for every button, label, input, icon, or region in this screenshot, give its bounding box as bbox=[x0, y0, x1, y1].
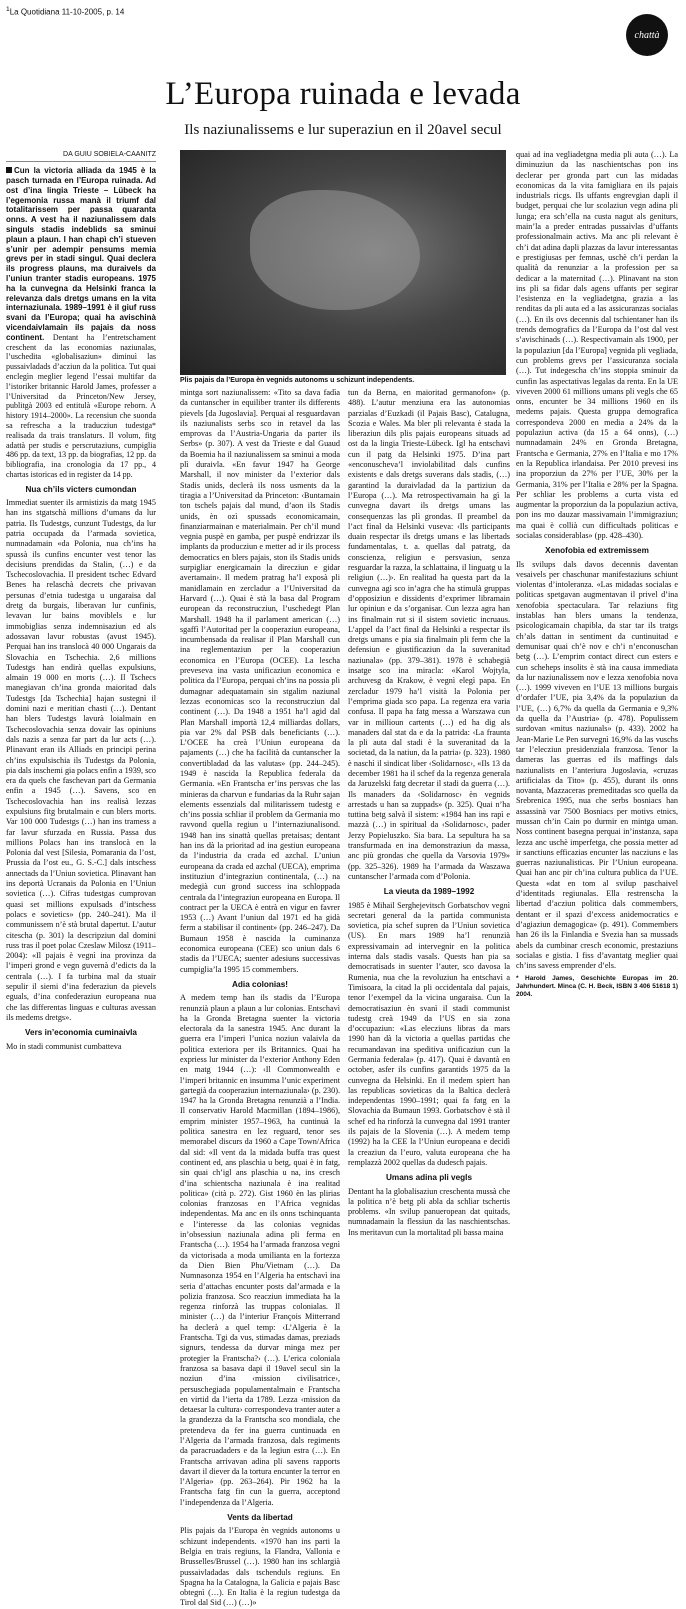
section-heading: Xenofobia ed extremissem bbox=[545, 546, 649, 556]
column-4 bbox=[516, 150, 678, 1020]
map-caption: Plis pajais da l’Europa èn vegnids autonoms u schizunt independents. bbox=[180, 377, 415, 384]
section-heading: Vers in’economia cuminaivla bbox=[25, 1028, 137, 1038]
lead-paragraph: Cun la victoria alliada da 1945 è la pasch turnada en l’Europa ruinada. Ad ost d’ina lingia Trieste – Lübeck ha l’egemonia russa manà il triumf dal totalitarissem per passa quaranta onns. A vest ha il naziunalissem dals singuls stadis indeblids sa sminui plaun a plaun. I han chapì ch’i stueven s’unir per adempir pensums memia grevs per in stadi singul. Quai declera ils progress plauns, ma duraivels da l’uniun tranter stadis europeans. 1975 ha la cunvegna da Helsinki franca la relevanza dals dretgs umans en la vita internaziunala. 1989–1991 è il giuf russ svani da l’Europa; quai ha avischinà vicendaivlamain ils pajais da noss continent. Dentant ha l’entretschament creschent da las economias naziunalas, l’uschedita «globalisaziun» diminuì las pussaivladads d’acziun da la politica. Tut quai enclegìn meglier legend l’essai multifar da l’istoriker britannic Harold James, professer a l’Universitad da Princeton/New Jersey, publitgà 2003 ed entitulà «Europe reborn. A history 1914–2000». La recensiun che suonda sa refrescha a la traducziun tudestga* realisada da trais translaturs. Il volum, fitg adattà per studis e perscrutaziuns, cumpiglia 486 pp. da text, 13 pp. da biografias, 12 pp. da bibliografia, ina cronologia da 17 pp., 4 chartas istoricas ed in register da 14 pp. bbox=[6, 166, 156, 479]
footnote: * Harold James, Geschichte Europas im 20. Jahrhundert. Minca (C. H. Beck, ISBN 3 406 51618 1) 2004. bbox=[516, 975, 678, 999]
page-subtitle: Ils naziunalissems e lur superaziun en il 20avel secul bbox=[184, 122, 502, 138]
page-title: L’Europa ruinada e levada bbox=[165, 76, 521, 112]
column-1 bbox=[6, 150, 156, 1051]
section-heading: Nua ch’ils victers cumondan bbox=[25, 484, 137, 494]
body-text: A medem temp han ils stadis da l’Europa renunzià plaun a plaun a lur colonias. Entschavì ha la Gronda Bretagna suenter la victoria electorala da la sanestra 1945. Anc durant la guerra era l’imperi l’unica noziun valaivla da politica exteriora per ils Britannics. Quai ha expriess lur minister da l’exterior Anthony Eden en matg 1944 (…): ‹Il Commonwealth e l’imperi britannic en insumma l’unic experiment gartegià da cooperaziun internaziunala› (p. 230). 1947 ha la Gronda Bretagna renunzià a l’India. Il conservativ Harold Macmillan (1894–1986), emprim minister 1957–1963, ha cuntinuà la politica sanestra en lez reguard, tenor ses memorabel discurs da 1960 a Cape Town/Africa dal sid: «Il vent da la midada buffa tras quest continent ed, ans plaschia u betg, quai è in fatg, sin quai ch’igl ans plaschia u na, ins cresch d’ina schientscha naziunala è ina realitad politica» (cità p. 272). Gist 1960 èn las plirias colonias franzosas en l’Africa vegnidas independentas. Ma anc en ils onns tschinquanta e l’interesse da las colonias vegnidas in’obsessiun naziunala adina pli ferma en Frantscha (…). 1954 ha l’armada franzosa vegnì da victorisada a moda umilianta en la fortezza da Dien Bien Phu/Vietnam (…). Da Numnasonza 1954 en l’Algeria ha entschavì ina seria d’attachas encunter posts dal’armada e la polizia franzosa. Sco reacziun immediata ha la regenza rinforzà las truppas colonialas. Il minister (…) da l’interiur François Mitterrand ha declerà a quel temp: ‹L’Algeria è la Frantscha. Tgi da vus, stimadas damas, preziads signurs, tendessa da durvar minga mez per protegier la Frantscha?› (…). L’erica coloniala franzosa sa basava dapi il 19avel secul sin la noziun d’ina ‹mission civilisatrice›, persuschegiada populamentalmain e Frantscha en virtid da l’ierta da 1789. Lezza ‹mission da detaesar la cultura› correspondeva tranter auter a la grandezza da la Frantscha sco mondiala, che pretendeva da fer ina guerra cuntinuada en l’Algeria da l’armada franzosa, dals regiments da paracruadaders e da la legiun estra (…). En Frantscha arrivavan adina pli savens rapports davart il diever da la tortura encunter la terror en l’Algeria» (pp. 263–264). Pir 1962 ha la Frantscha fatg fin cun la guerra, acceptond l’independenza da l’Algeria. bbox=[180, 993, 340, 1507]
source-line: $^1$La Quotidiana 11-10-2005, p. 14 bbox=[6, 6, 125, 17]
body-text: Dentant ha la globalisaziun creschenta mussà che la politica n’è betg pli abla da schliar tschertis problems. «In svilup panueropean dat quitads, numnadamain la flessiun da las naschientschas. Ins meritavun cun la mortalitad pli bassa maina bbox=[348, 1186, 510, 1237]
author-line: DA GUIU SOBIELA-CAANITZ bbox=[6, 150, 156, 162]
body-text: tun da Berna, en maioritad germanofon» (p. 488). L’autur menziuna era las autonomias parzialas d’Euzkadi (il Pajais Basc), Catalugna, Scozia e Wales. Ma bler pli relevanta è stada la liberaziun dils plis pajais europeans situads ad ost da la lingia Trieste-Lübeck. Igl ha entschavì cun il patg da Helsinki 1975. D’ina part «enconuscheva’l inviolabilitad dals cunfins existents e dals dretgs suverans dals stadis, (…) garantind la duraivladad da la partiziun da l’Europa (…). Ma retrospectivamain ha gì la cunvegna davart ils dretgs umans las consequenzas las plì grondas. Il preambel da l’act final da Helsinki vuseva: ‹Ils participants duain respectar ils dretgs umans e las libertads fundamentalas, t. a. quellas dal patratg, da conscienza, religiun e persvasiun, senza resguardar la razza, la schlattaina, il linguatg u la religiun (…)›. En realitad ha questa part da la cunvegna agì sco in’agra che ha stimulà gruppas d’opposiziun e dissidents d’exprimer libramain lur opiniun e da s’organisar. Cun lezza agra han ins finalmain rut si il sistem sovietic incruaus. L’appel da l’act final da Helsinki a respectar ils dretgs umans e pia sia finalmain pli ferm che la defensiun e giustificaziun da la suveranitad naziunala» (pp. 379–381). 1978 è schabegià insatge sco ina miracla: «Karol Wojtyla, archuvesg da Krakow, è vegnì elegì papa. En zercladur 1979 ha’l visità la Polonia per l’emprima giada sco papa. La regenza era varia confusa. Il papa ha fatg messa a Warszawa cun var in millioun cartents (…) ed ha dig als manaders dal stat da e da la patrida: ‹La fraunta la pli auta dal stadi è la suveranitad da la societad, da la natiun, da la patria› (p. 323). 1980 è naschì il sindicat liber ‹Solidarnosc›, «Ils 13 da december 1981 ha il schef da la regenza generala da Jaruzelski fatg decretar il stadi da guerra (…). Ils manaders da ‹Solidarnosc› èn vegnids arrestads u han sa zuppads» (p. 325). Quai n’ha tuttina betg salvà il sistem: «1984 han ins rapì e mazzà (…) in spiritual da ‹Solidarnosc›, pader Jerzy Popieluszko. Sia bara. La sepultura ha sa transfurmada en ina demonstraziun da massa, anc più grondas che quella da Varsovia 1979» (pp. 325–326). 1989 ha l’armada da Waszawa cuntanscher l’armada com d’Polonia. bbox=[348, 388, 510, 881]
body-text: Immediat suenter ils armistizis da matg 1945 han ins stgatschà millions d’umans da lur patria. Ils Tudestgs, cunzunt Tudestgs, da lur patria occupada da l’armada sovietica, numnadamain «da Polonia, nua ch’ins ha spussà ils cunfins encunter vest tenor las decisiuns prendidas da Stalin, (…) e da Tschecoslovachia. Il president tschec Edvard Benes ha relaschà decrets che privavan persunas d’etnia tudestga u ungaraisa dal dretg da burgais, liberavan lur cunfinis, levavan lur bains moviblels e lur immobiglias senza indemnisaziun ed als adossavan lavur robustas (avust 1945). Perquai han ins translocà 40 000 Ungarais da Slovachia en Tschechia. 2,6 millions Tudestgs han endirà quellas expulsiuns, almain 19 000 en morts (…). Il Tschecs manegiavan ch’ina gronda maioritad dals Tudestgs [da Tschechia] hajan sustegnì il domini nazi e meritian chasti (…). Dentant han blers Tudestgs lavurà loialmain en Tschecoslovachia senza dovair las opiniuns dals nazis a senza far part da lur acts (…). Plinavant eran ils Alliads en principi perina ch’ins expulsischia ils Tudestgs da Polonia, pia dals inschemi gia polacs enfin a 1939, sco era da quels che faschevan part da Germania enfin a 1945 (…). Savens, sco en Tschecoslovachia han ins realisà lezzas expulsiuns fitg brutalmain e cun blers morts. Var 100 000 Tudestgs (…) han ins tramess a far lavur sfurzada en Russia. Passa dus millions Polacs han ins translocà en la Polonia dal vest [Silesia, Pomarania da l’ost, Prussia da l’ost eu., G. S.-C.] dals intschess annectads da l’Uniun sovietica. Plinavant han ins deportà Ucranais da Polonia en l’Uniun sovietica (…). Cifras tudestgas cumprovan quasi set millions expulsads d’intschess polacs e sovietics» (pp. 240–241). Ma il communissem n’è stà brutal dapertut. L’autur citescha (p. 301) la descripziun dal domini russ tras il poet polac Czeslaw Milosz (1911–2004): «Il pajais è vegnì ina provinza da l’imperi grond e vegn guvernà d’edicts da la centrala (…). I fa turbina mal da stuair sepulir il siemi d’ina federaziun da pievels eguals, d’ina confederaziun europeana nua che las differentas linguas e culturas avessan ils medems dretgs». bbox=[6, 498, 156, 1022]
body-text: 1985 è Mihail Serghejevitsch Gorbatschov vegnì secretari general da la partida communista sovietica, pia schef supren da l’Uniun sovietica (US). En mars 1989 ha’l renunzià expressivamain ad intervegnir en la politica interna dals stadis vasals. Quests han pia sa democratisads in suenter l’auter, sco davosa la Rumenia, nua che la revoluziun ha entschavì a Timisoara, la citad la pli occidentala dal pajais, tenor l’exempel da la vicina ungaraisa. Cun la democratisaziun èn svanì il stadi communist tudestg creà 1949 da l’US en sia zona d’occupaziun: «Las elecziuns libras da mars 1990 han dà la victoria a quellas partidas che recumandavan ina speditiva unificaziun cun la Germania federala» (p. 417). Quai è davantà en october, asfer ils cunfins garantids 1975 da la cunvegna da Helsinki. En il medem spiert han las republicas sovieticas da la Baltica declerà independentas 1990–1991; quai fa fatg en la Slovachia da Bumaun 1993. Gorbatschov è stà il schef ed ha rinforzà la cunvegna dal 1991 tranter ils pajais de la Slovenia (…). A medem temp (1992) ha la CEE la l’Uniun europeana e decidì la creaziun da l’euro, valuta europeana che ha remplazzà 2002 quellas da dudesch pajais. bbox=[348, 900, 510, 1167]
section-heading: Vents da libertad bbox=[227, 1513, 293, 1523]
body-text: Plis pajais da l’Europa èn vegnids autonoms u schizunt independents. «1970 han ins parti la Belgia en trais regiuns, la Flandra, Vallonia e Brusselles/Brussel (…). 1980 han ins schlargià pussaivladadas dals tschenduls regiuns. En Spagna ha la Catalogna, la Galicia e pajais Basc obtegnì (…). En Italia è la regiun tudestga da Tirol dal Sid (…) (…)» bbox=[180, 1526, 340, 1608]
body-text: Ils svilups dals davos decennis daventan vesaivels per chaschunar manifestaziuns schiunt violentas d’intoleranza. «Las midadas socialas e politicas spetgavan augmentavan il privel d’ina xenofobia spectaculara. Tar relaziuns fitg instablas han blers umans la tendenza, psicologicamain chapibla, da star tar ils tratgs ch’als dattan in sentiment da cuntinuitad e demunisar quai ch’è nov e ch’i n’enconuschan betg (…). L’emprim contact direct cun esters e cun scheheps insolits è stà ina causa immediata da lur naziunalissem nov e lezza xenofobia nova (…). 1999 viveven en l’UE 13 millions burgais d’ordafer l’UE, pia 3,4% da la populaziun da l’UE, (…) 6,7% da quella da Germania e 9,3% da quella da l’Austria» (p. 478). Populissem surdovan «mitus naziunals» (p. 433). 2002 ha Jean-Marie Le Pen survegnì 16,9% da las vuschs tar l’elecziun presidenziala franzosa. Tenor la dameras las guerras ed ils maffings dals naziunalists en l’anteriura Jugoslavia, «cruzas artificialas da Tito» (p. 455), durant ils onns novanta, Mazzaceras premeditadas sco quella da Srebrenica 1995, nua che serbs bosniacs han assassinà var 7500 Bosniacs per motivs etnics, mussan ch’in Cain po durmir en mintga uman. Noss continent basegna perquai in’instanza, sapa lezza anc uschè imperfetga, che possia metter ad ir sanctiuns efficazias encunter las nacziuns e las guerras naziunalisticas. Pir l’Uniun europeana. Quai han anc pir ch’ina cultura publica da l’UE. Questa «dat en tom al svilup paschaivel d’identitads regiunalas. Ella restrenscha la libertad d’acziun politica dals commembers, dentant er il spazi d’excess anidemocratics e d’agiaziun demagogica» (p. 491). Commembers han 26 ils la Finlandia e Svezia han sa mussads abels da cumbinar cresch economic, prestaziuns socialas e gistia. I fiss d’avantatg meglier quai ch’ins savess emprender d’els. bbox=[516, 559, 678, 971]
section-heading: Umans adina pli vegls bbox=[386, 1173, 472, 1183]
body-text: mintga sort naziunalissem: «Tito sa dava fadìa da cuntanscher in equiliber tranter ils differents pievels [da Jugoslavia]. Perquai al resguardavan ils naziunalists serbs sco in retavel da las emprovas da l’Austria-Ungaria da parter ils Serbs» (p. 307). A vest da Trieste e dal Guaud da Boemia ha il naziunalissem sa sminui a moda plì duraivla. «En favur 1947 ha George Marshall, il nov minister da l’exterior dals Stadis unids, declerà ils noss usments da la tiragia a l’Universitad da Princeton: ‹Buntamain ton tschels pajais dal mund, d’aon ils Stadis unids, èn ozì spussads economicamain, finanziarmainan e materialmain. Per ch’il mund vegnia puspè en gamba, per puspè endrizzar ils implants da producziun e metter ad ir ils process democratics en blers pajais, ston ils Stadis unids surpigliar energicamain la direcziun e gidar avertamain›. Il medem pratrag ha’l exposà pli manidlamain en zercladur a l’Universitad da Harvard (…). Quai è stà la basa dal Program european da reconstrucziun, l’uschedegt Plan Marshall. 1948 ha il parlament american (…) sgaffì l’Autoritad per la cooperaziun europeana, incumbensada da realisar il Plan Marshall cun ina reglementaziun per la cooperaziun economica en l’Europa (OCEE). La lescha preveseva ina vasta unificaziun economica e politica da l’Europa, perquai ch’ins na possia pli dumagnar adequatamain sin stgalim naziunal lezzas economicas sco la reconstrucziun dal continent (…). Da 1948 a 1951 ha’l agid dal Plan Marshall importà 12,4 milliardas dollars, pia var 2% dal PSB dals beneficiants (…). L’OCEE ha creà l’Uniun europeana da pajaments (…) che ha facilità da cuntanscher la convertibladad da las valutas» (pp. 244–245). 1949 è nascida la Republica federala da Germania. «En Frantscha er’ins persvas che las minieras da charvun e fundarias da la Ruhr sajan elements essenzials dal militarissem tudestg e ch’ins possia schliar il problem da Germania mo ravvond quella regiun u l’internaziunalisond. 1948 han ins sinattà quellas pretaisas; dentant han ins dà la prioritad ad ina gestiun europeana da l’industria da crada ed azchal. L’uniun europeana da crada ed azchal (UECA), emprima instituziun d’integraziun continentala, (…) na medegià cun grond success ina schloppada centrala da l’integraziun europeana en Europa. Il contract per la UECA è entrà en vigur en favrer 1953 (…) Avant l’uniun dal 1971 ed ha gidà ferm a stabilisar il continent» (pp. 246–247). Da Bumaun 1958 è nascida la cuminanza economica europeana (CEE) sco uniun dals 6 stadis da l’UECA; suenter adesiuns successivas cumpiglia’la 1995 15 commembers. bbox=[180, 388, 340, 974]
body-text: quai ad ina vegliadetgna media pli auta (…). La diminuziun da las naschientschas pon ins declerar per gronda part cun las midadas economicas da la vita famigliara en ils pajais industrials ricgs. Ils uffants engrevgian dapli il budget, perquai che lur scolaziun vegn adina pli lunga; era sch’ella na custa nagut als geniturs, main’la a preder entradas pussaivlas d’uffants professionalmain activs. Ma anc pli relevant è ch’i dat adina dapli plazzas da lavur interessantas e prestigiusas per femnas, uschè ch’i perdan la qualità da renunziar a la profession per sa dedicar a la maternitad (…). Plinavant na ston ins pli sa fidar dals agens uffants per segirar l’esistenza en la vegliadetgna, grazia a las renditas da pli auta ed a las assicuranzas socialas (…). En ils ovs decennis dal tschientaner han ils trends demografics da l’Europa da l’ost dal vest s’avischinads (…). Respectivamain als 1900, per la populaziun [da l’Europa] vegnida pli vegliada, cun problems grevs per l’assicuranza sociala (…). Tut indegescha ch’ins stoppia sminuir da cunfin las aspectativas legalas da renta. En la UE viveven 2000 61 millions umans pli vegls che 65 onns, encunter be 34 millions 1960 en ils medems pajais. Questa gruppa demografica correspondeva 2000 en media a 24% da la populaziun activa (da 15 a 64 onns), (…) numnadamain 24% en Gronda Bretagna, Frantscha e Germania, 27% en l’Italia e mo 17% en la Republica irlandaisa. Per 2010 prevesi ins ina proporziun da 27% per l’UE, 30% per la Germania, 31% per l’Italia e 28% per la Spagna. Per schliar les problems a curta vista ed augmentar la proporziun da la populaziun activa, pon ins mo dauzar massivamain l’immigraziun; ma quai è collià cun difficultads politicas e socialas considerablas» (pp. 428–430). bbox=[516, 150, 678, 540]
section-heading: La vieuta da 1989–1992 bbox=[383, 887, 475, 897]
section-heading: Adia colonias! bbox=[232, 979, 288, 989]
body-text: Mo in stadi communist cumbatteva bbox=[6, 1041, 122, 1051]
chatta-logo: chattà bbox=[626, 14, 668, 56]
column-2 bbox=[180, 150, 340, 1608]
bullet-square-icon bbox=[6, 167, 12, 173]
column-3 bbox=[348, 150, 510, 1237]
